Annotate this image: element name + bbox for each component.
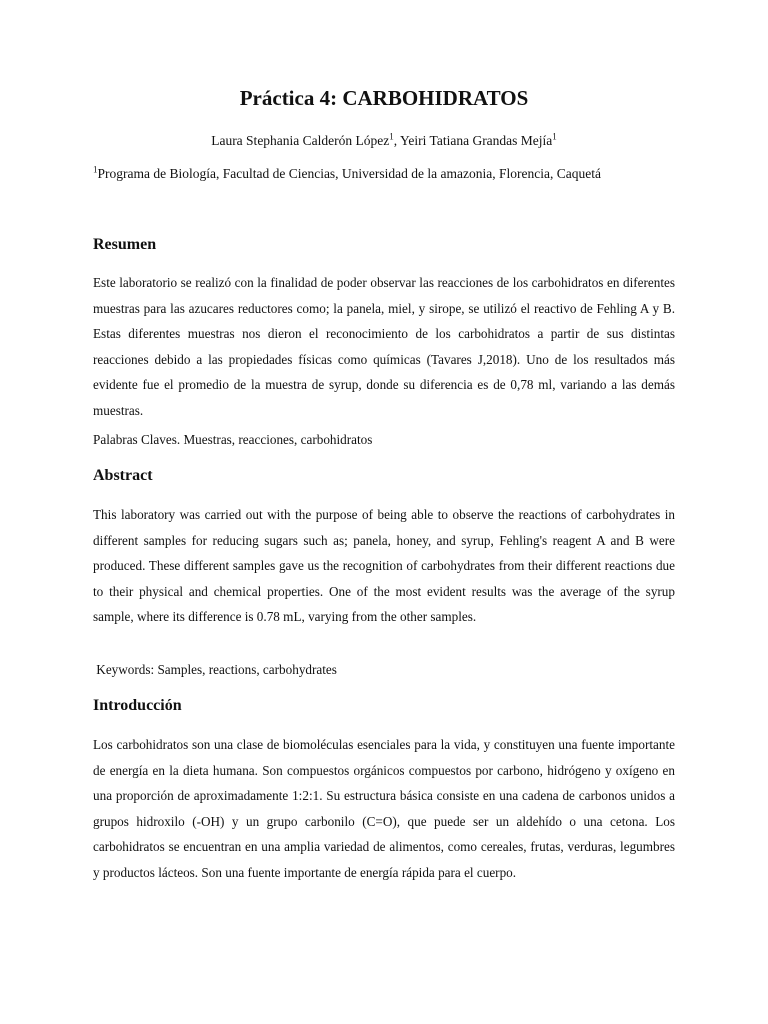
resumen-keywords: Palabras Claves. Muestras, reacciones, carbohidratos <box>93 432 373 447</box>
author-2-affiliation-mark: 1 <box>552 131 557 142</box>
introduccion-body: Los carbohidratos son una clase de biomoléculas esenciales para la vida, y constituyen una fuente importante de energía en la dieta humana. Son compuestos orgánicos compuestos por carbono, hidrógeno y oxígeno en una proporción de aproximadamente 1:2:1. Su estructura básica consiste en una cadena de carbonos unidos a grupos hidroxilo (-OH) y un grupo carbonilo (C=O), que puede ser un aldehído o una cetona. Los carbohidratos se encuentran en una amplia variedad de alimentos, como cereales, frutas, verduras, legumbres y productos lácteos. Son una fuente importante de energía rápida para el cuerpo. <box>93 737 675 880</box>
author-separator: , <box>393 133 401 148</box>
affiliation-line <box>93 166 693 182</box>
author-1-affiliation-mark: 1 <box>389 131 394 142</box>
introduccion-heading: Introducción <box>93 697 182 714</box>
resumen-body: Este laboratorio se realizó con la finalidad de poder observar las reacciones de los carbohidratos en diferentes muestras para las azucares reductores como; la panela, miel, y sirope, se utilizó el reactivo de Fehling A y B. Estas diferentes muestras nos dieron el reconocimiento de los carbohidratos a partir de sus distintas reacciones debido a las propiedades físicas como químicas (Tavares J,2018). Uno de los resultados más evidente fue el promedio de la muestra de syrup, donde su diferencia es de 0,78 ml, variando a las demás muestras. <box>93 275 675 418</box>
abstract-keywords: Keywords: Samples, reactions, carbohydrates <box>93 662 337 677</box>
author-2: Yeiri Tatiana Grandas Mejía <box>400 133 553 148</box>
abstract-heading: Abstract <box>93 467 153 484</box>
resumen-heading: Resumen <box>93 236 157 253</box>
page-title: Práctica 4: CARBOHIDRATOS <box>239 86 529 110</box>
abstract-body: This laboratory was carried out with the purpose of being able to observe the reactions of carbohydrates in different samples for reducing sugars such as; panela, honey, and syrup, Fehling's reagent A and B were produced. These different samples gave us the recognition of carbohydrates from their different reactions due to their physical and chemical properties. One of the most evident results was the average of the syrup sample, where its difference is 0.78 mL, varying from the other samples. <box>93 507 675 625</box>
author-1: Laura Stephania Calderón López <box>211 133 390 148</box>
authors-line <box>0 133 768 149</box>
affiliation-mark: 1 <box>93 164 98 175</box>
affiliation-text: Programa de Biología, Facultad de Ciencias, Universidad de la amazonia, Florencia, Caquetá <box>97 166 601 181</box>
